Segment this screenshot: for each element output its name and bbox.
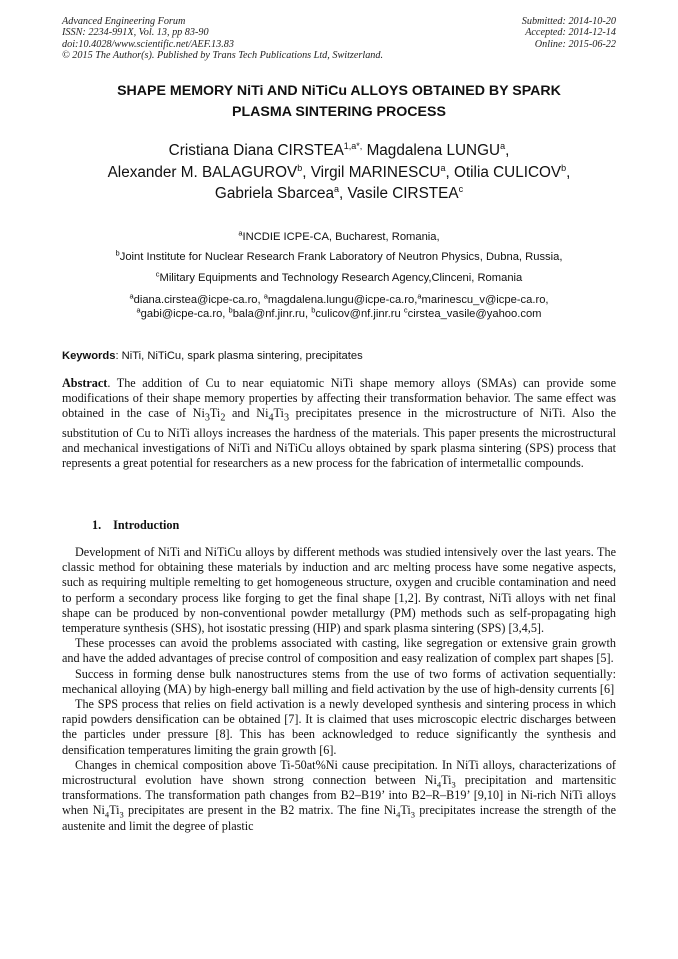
author-affiliation-mark: 1,a*, [343, 140, 363, 151]
submitted-date: Submitted: 2014-10-20 [521, 16, 616, 27]
affiliation-a: $^a$INCDIE ICPE-CA, Bucharest, Romania, [238, 228, 440, 243]
journal-copyright: © 2015 The Author(s). Published by Trans Tech Publications Ltd, Switzerland. [62, 50, 384, 62]
author-affiliation-mark: b [561, 162, 567, 173]
email-link[interactable]: bala@nf.jinr.ru, [232, 308, 312, 320]
author-name: Vasile CIRSTEA [347, 185, 459, 202]
author-name: Virgil MARINESCU [310, 163, 441, 181]
email-link[interactable]: diana.cirstea@icpe-ca.ro, [133, 294, 264, 306]
title-line-2: PLASMA SINTERING PROCESS [232, 104, 446, 120]
author-affiliation-mark: c [458, 183, 464, 194]
paragraph: Development of NiTi and NiTiCu alloys by different methods was studied intensively over the last years. The classic method for obtaining these materials by induction and arc melting process have some negative aspects, such as requiring multiple remelting to get homogeneous structure, oxygen and crucible contamination and need to perform a secondary process like forging to get the final shape [1,2]. By contrast, NiTi alloys with net final shape can be produced by non-conventional powder metallurgy (PM) methods such as self-propagating high temperature synthesis (SHS), hot isostatic pressing (HIP) and spark plasma sintering (SPS) [3,4,5]. [62, 545, 616, 636]
paper-title [60, 81, 618, 123]
online-date: Online: 2015-06-22 [534, 38, 616, 50]
accepted-date: Accepted: 2014-12-14 [525, 27, 616, 39]
paragraph: These processes can avoid the problems associated with casting, like segregation or extensive grain growth and have the added advantages of precise control of composition and easy realization of complex part shapes [5]. [62, 636, 616, 666]
abstract: Abstract. The addition of Cu to near equiatomic NiTi shape memory alloys (SMAs) can provide some modifications of their shape memory properties by affecting their transformation behavior. The same effect was obtained in the case of $Ni_3Ti_2$ and $Ni_4Ti_3$ precipitates presence in the microstructure of NiTi. Also the substitution of Cu to NiTi alloys increases the hardness of the materials. This paper presents the microstructural and mechanical investigations of NiTi and NiTiCu alloys obtained by spark plasma sintering (SPS) process that represents a great potential for researchers as a new process for the fabrication of intermetallic compounds. [62, 376, 616, 471]
paragraph: The SPS process that relies on field activation is a newly developed synthesis and sintering process in which rapid powders densification can be obtained [7]. It is claimed that uses microscopic electric discharges between the particles under pressure [8]. This has been acknowledged to reduce significantly the synthesis and densification temperatures limiting the grain growth [6]. [62, 697, 616, 757]
paragraph: Success in forming dense bulk nanostructures stems from the use of two forms of activation sequentially: mechanical alloying (MA) by high-energy ball milling and field activation by the use of high-density currents [6] [62, 666, 616, 696]
author-name: Otilia CULICOV [454, 163, 562, 181]
journal-issn: ISSN: 2234-991X, Vol. 13, pp 83-90 [62, 27, 209, 39]
email-link[interactable]: magdalena.lungu@icpe-ca.ro, [267, 294, 418, 306]
keywords [62, 349, 616, 363]
keywords-text: : NiTi, NiTiCu, spark plasma sintering, precipitates [115, 350, 363, 362]
title-line-1: SHAPE MEMORY NiTi AND NiTiCu ALLOYS OBTAINED BY SPARK [117, 83, 561, 99]
affiliation-c: $^c$Military Equipments and Technology Research Agency,Clinceni, Romania [155, 269, 523, 284]
author-affiliation-mark: a [333, 183, 339, 194]
author-name: Cristiana Diana CIRSTEA [168, 142, 344, 159]
paragraph: Changes in chemical composition above Ti-50at%Ni cause precipitation. In NiTi alloys, characterizations of microstructural evolution have shown strong connection between $Ni_4Ti_3$ precipitation and martensitic transformations. The transformation path changes from B2–B19’ into B2–R–B19’ [9,10] in Ni-rich NiTi alloys when $Ni_4Ti_3$ precipitates are present in the B2 matrix. The fine $Ni_4Ti_3$ precipitates increase the strength of the austenite and limit the degree of plastic [62, 757, 616, 833]
email-link[interactable]: marinescu_v@icpe-ca.ro, [421, 294, 549, 306]
journal-name: Advanced Engineering Forum [62, 16, 186, 27]
section-number: 1. [92, 518, 102, 532]
email-link[interactable]: culicov@nf.jinr.ru [315, 308, 404, 320]
email-link[interactable]: cirstea_vasile@yahoo.com [407, 308, 542, 320]
keywords-label: Keywords [62, 350, 116, 362]
journal-doi[interactable]: doi:10.4028/www.scientific.net/AEF.13.83 [62, 38, 234, 50]
author-name: Alexander M. BALAGUROV [107, 163, 298, 181]
author-affiliation-mark: b [297, 162, 303, 173]
section-heading-introduction [92, 518, 191, 533]
author-affiliation-mark: a [500, 140, 506, 151]
section-title: Introduction [113, 518, 180, 532]
introduction-body [62, 545, 616, 834]
email-list: $^a$diana.cirstea@icpe-ca.ro, $^a$magdalena.lungu@icpe-ca.ro,$^a$marinescu_v@icpe-ca.ro, $^a$gabi@icpe-ca.ro, $^b$bala@nf.jinr.ru, $^b$culicov@nf.jinr.ru $^c$cirstea_vasile@yahoo.com [129, 291, 549, 320]
author-affiliation-mark: a [440, 162, 446, 173]
author-name: Magdalena LUNGU [366, 142, 501, 159]
abstract-label: Abstract [62, 376, 108, 390]
submission-dates [522, 16, 616, 50]
journal-info [62, 16, 383, 62]
author-list: Cristiana Diana $CIRSTEA^{1,a*,}$ Magdalena LUNGU$^a$, Alexander M. BALAGUROV$^b$, Virgil MARINESCU$^a$, Otilia CULICOV$^b$, Gabriela Sbarcea$^a$, Vasile CIRSTEA$^c$ [107, 140, 571, 202]
email-link[interactable]: gabi@icpe-ca.ro, [140, 308, 229, 320]
author-name: Gabriela Sbarcea [214, 185, 334, 202]
affiliation-b: $^b$Joint Institute for Nuclear Research Frank Laboratory of Neutron Physics, Dubna, Russia, [115, 248, 563, 263]
